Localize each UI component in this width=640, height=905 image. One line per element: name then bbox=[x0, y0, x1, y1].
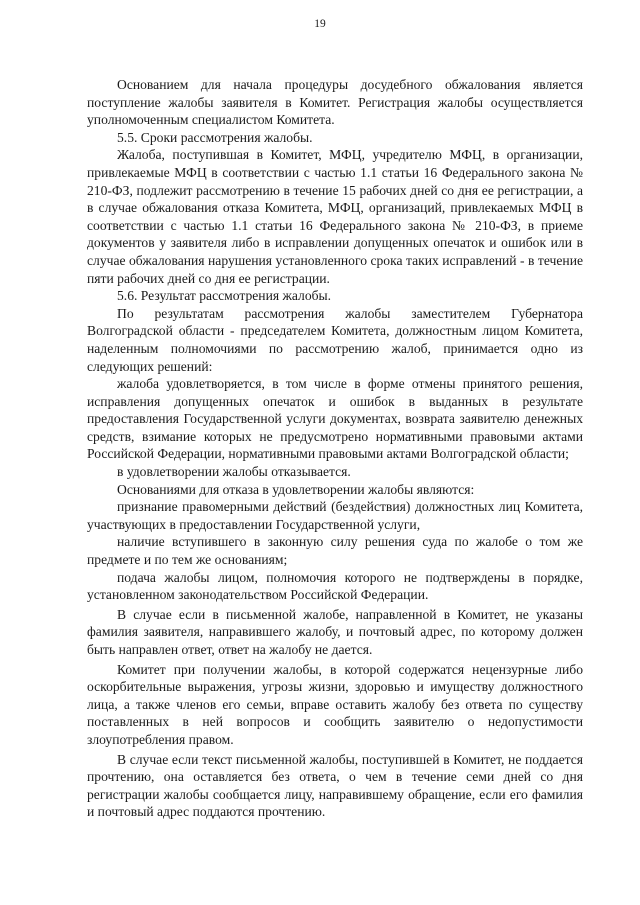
page-number: 19 bbox=[314, 18, 326, 30]
paragraph-obscene-content: Комитет при получении жалобы, в которой содержатся нецензурные либо оскорбительные выражения, угрозы жизни, здоровью и имуществу должностного лица, а также членов его семьи, вправе оставить жалобу без ответа по существу поставленных в ней вопросов и сообщить заявителю о недопустимости злоупотребления правом. bbox=[87, 661, 583, 747]
paragraph-ground-lawful: признание правомерными действий (бездействия) должностных лиц Комитета, участвующих в предоставлении Государственной услуги, bbox=[87, 499, 583, 532]
paragraph-review-terms: Жалоба, поступившая в Комитет, МФЦ, учредителю МФЦ, в организации, привлекаемые МФЦ в соответствии с частью 1.1 статьи 16 Федерального закона № 210-ФЗ, подлежит рассмотрению в течение 15 рабочих дней со дня ее регистрации, а в случае обжалования отказа Комитета, МФЦ, организаций, привлекаемых МФЦ в соответствии с частью 1.1 статьи 16 Федерального закона № 210-ФЗ, в приеме документов у заявителя либо в исправлении допущенных опечаток и ошибок или в случае обжалования нарушения установленного срока таких исправлений - в течение пяти рабочих дней со дня ее регистрации. bbox=[87, 147, 583, 286]
paragraph-refusal-grounds: Основаниями для отказа в удовлетворении жалобы являются: bbox=[117, 481, 475, 497]
paragraph-unreadable-text: В случае если текст письменной жалобы, поступившей в Комитет, не поддается прочтению, она оставляется без ответа, о чем в течение семи дней со дня регистрации жалобы сообщается лицу, направившему обращение, если его фамилия и почтовый адрес поддаются прочтению. bbox=[87, 751, 583, 820]
paragraph-complaint-refused: в удовлетворении жалобы отказывается. bbox=[117, 464, 351, 480]
paragraph-ground-court: наличие вступившего в законную силу решения суда по жалобе о том же предмете и по тем же основаниям; bbox=[87, 534, 583, 568]
paragraph-complaint-satisfied: жалоба удовлетворяется, в том числе в форме отмены принятого решения, исправления допущенных опечаток и ошибок в выданных в результате предоставления Государственной услуги документах, возврата заявителю денежных средств, взимание которых не предусмотрено нормативными правовыми актами Российской Федерации, нормативными правовыми актами Волгоградской области; bbox=[87, 376, 583, 462]
section-5-5-heading: 5.5. Сроки рассмотрения жалобы. bbox=[117, 129, 313, 145]
paragraph-ground-authority: подача жалобы лицом, полномочия которого не подтверждены в порядке, установленном законодательством Российской Федерации. bbox=[87, 569, 583, 603]
section-5-6-heading: 5.6. Результат рассмотрения жалобы. bbox=[117, 288, 332, 304]
paragraph-review-results: По результатам рассмотрения жалобы заместителем Губернатора Волгоградской области - председателем Комитета, должностным лицом Комитета, наделенным полномочиями по рассмотрению жалоб, принимается одно из следующих решений: bbox=[87, 305, 583, 374]
paragraph-appeal-start: Основанием для начала процедуры досудебного обжалования является поступление жалобы заявителя в Комитет. Регистрация жалобы осуществляется уполномоченным специалистом Комитета. bbox=[87, 77, 583, 128]
paragraph-no-name-address: В случае если в письменной жалобе, направленной в Комитет, не указаны фамилия заявителя, направившего жалобу, и почтовый адрес, по которому должен быть направлен ответ, ответ на жалобу не дается. bbox=[87, 606, 583, 657]
